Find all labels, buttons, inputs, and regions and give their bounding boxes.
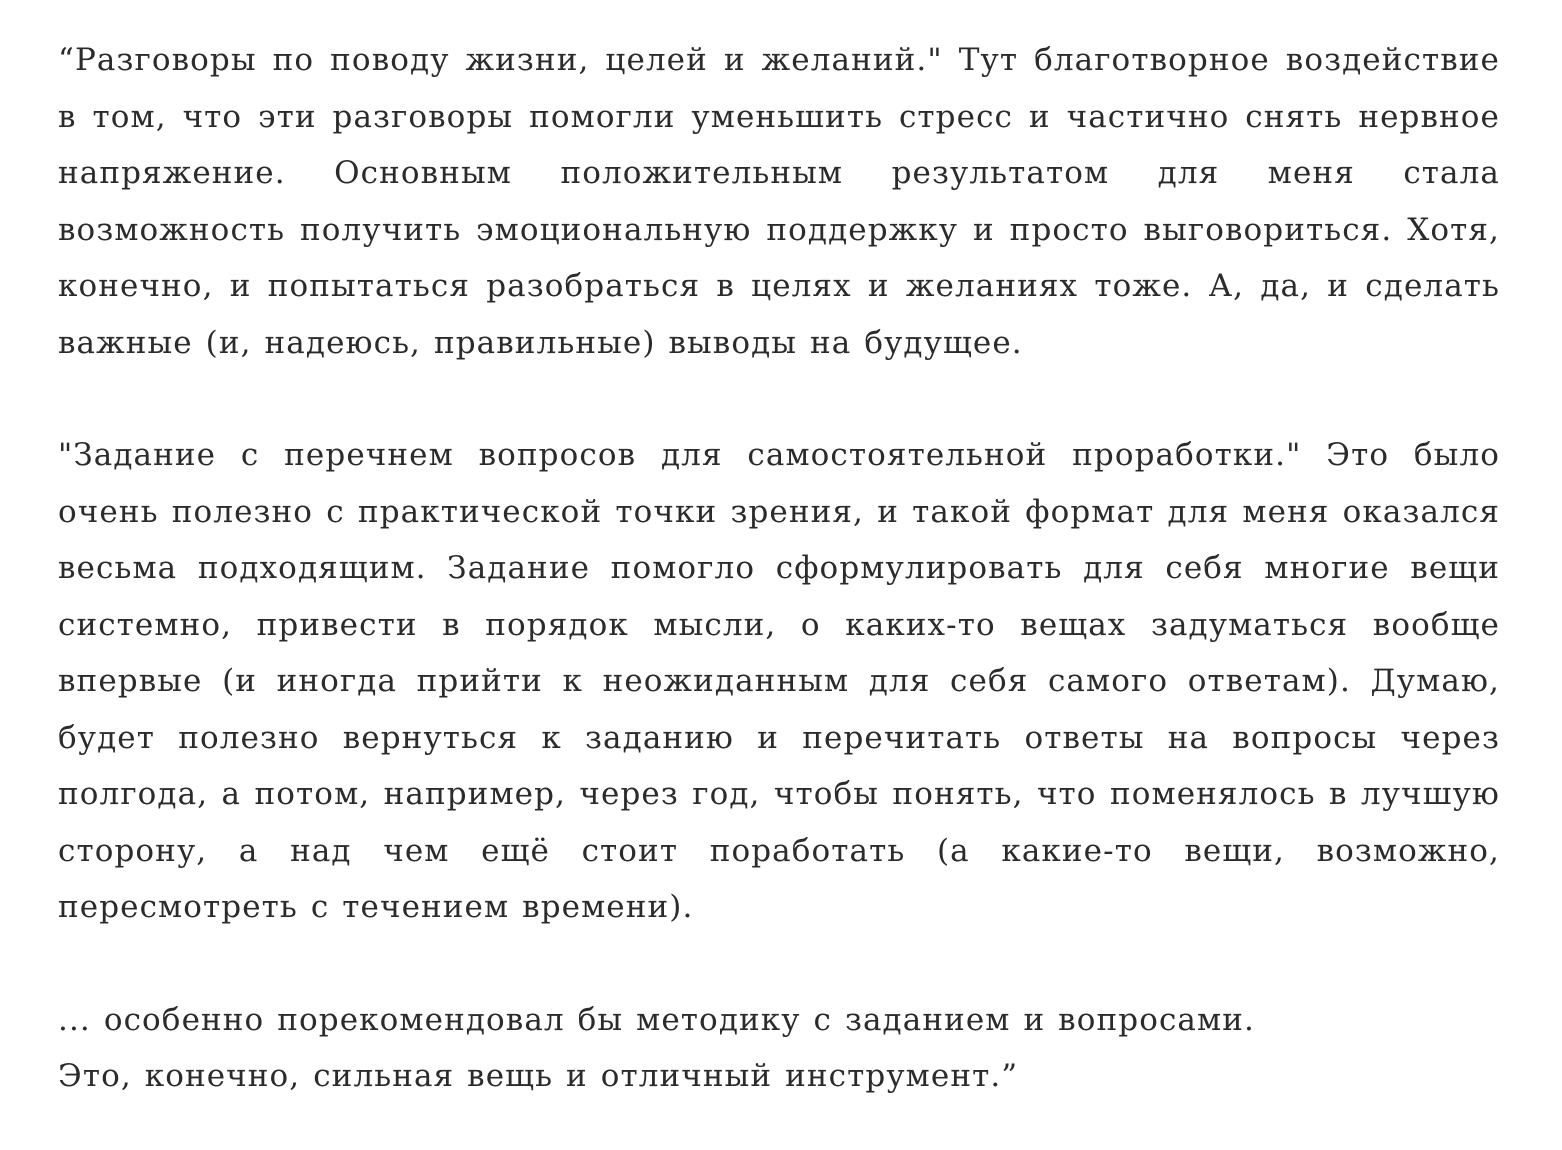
paragraph-conversations: “Разговоры по поводу жизни, целей и желаний." Тут благотворное воздействие в том, что эти разговоры помогли уменьшить стресс и частично снять нервное напряжение. Основным положительным результатом для меня стала возможность получить эмоциональную поддержку и просто выговориться. Хотя, конечно, и попытаться разобраться в целях и желаниях тоже. А, да, и сделать важные (и, надеюсь, правильные) выводы на будущее. [58,42,1500,361]
paragraph-spacer [58,936,1500,992]
paragraph-spacer [58,371,1500,427]
closing-line-conclusion: Это, конечно, сильная вещь и отличный инструмент.” [58,1058,1019,1094]
closing-line-recommendation: ... особенно порекомендовал бы методику с заданием и вопросами. [58,1001,1255,1038]
paragraph-assignment: "Задание с перечнем вопросов для самостоятельной проработки." Это было очень полезно с практической точки зрения, и такой формат для меня оказался весьма подходящим. Задание помогло сформулировать для себя многие вещи системно, привести в порядок мысли, о каких-то вещах задуматься вообще впервые (и иногда прийти к неожиданным для себя самого ответам). Думаю, будет полезно вернуться к заданию и перечитать ответы на вопросы через полгода, а потом, например, через год, чтобы понять, что поменялось в лучшую сторону, а над чем ещё стоит поработать (а какие-то вещи, возможно, пересмотреть с течением времени). [58,437,1500,925]
